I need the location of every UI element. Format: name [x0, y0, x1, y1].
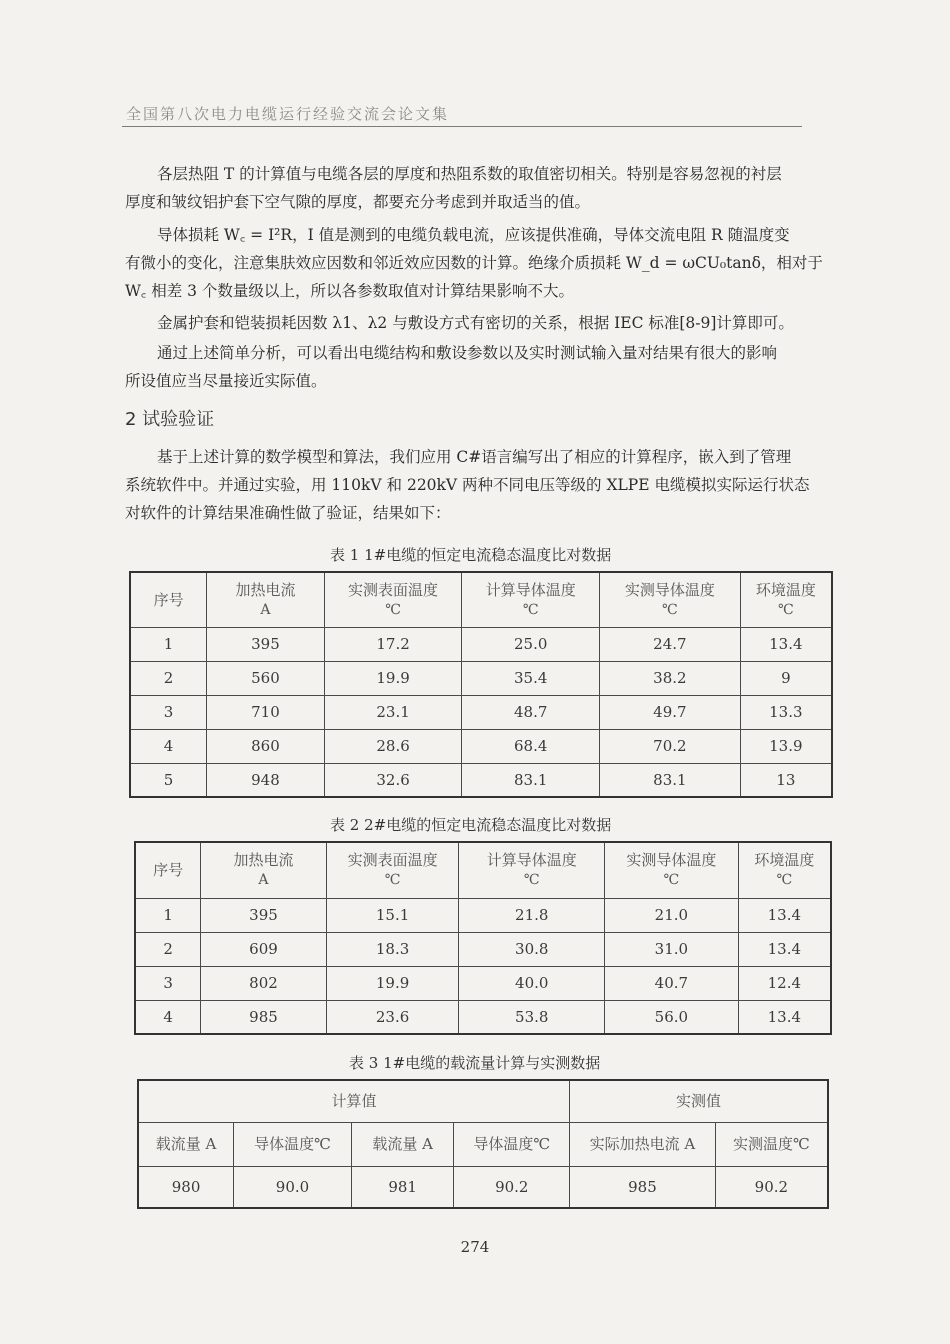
table-cell: 83.1 — [462, 763, 600, 797]
table-cell: 4 — [135, 1000, 201, 1034]
table-cell: 21.0 — [605, 898, 739, 932]
table1-header-cell: 加热电流 A — [207, 572, 325, 627]
table-cell: 40.0 — [459, 966, 605, 1000]
table1-header-row — [130, 572, 832, 627]
paragraph-verification — [125, 443, 837, 527]
table-cell: 3 — [130, 695, 207, 729]
table1-caption: 表 1 1#电缆的恒定电流稳态温度比对数据 — [330, 546, 612, 564]
paragraph-analysis-summary — [125, 339, 837, 395]
table3-header-row — [138, 1122, 828, 1166]
table-row — [135, 1000, 831, 1034]
table-cell: 13.3 — [740, 695, 832, 729]
table-cell: 90.0 — [234, 1166, 352, 1208]
table-row — [135, 898, 831, 932]
table-cell: 49.7 — [600, 695, 741, 729]
table-cell: 4 — [130, 729, 207, 763]
text-line: 系统软件中。并通过实验，用 110kV 和 220kV 两种不同电压等级的 XLPE 电缆模拟实际运行状态 — [125, 476, 810, 494]
table-cell: 38.2 — [600, 661, 741, 695]
table-cell: 12.4 — [738, 966, 831, 1000]
table2-caption: 表 2 2#电缆的恒定电流稳态温度比对数据 — [330, 816, 612, 834]
table-cell: 980 — [138, 1166, 234, 1208]
text-line: 导体损耗 W꜀ = I²R，I 值是测到的电缆负载电流，应该提供准确，导体交流电阻 R 随温度变 — [157, 226, 790, 244]
table1-header-cell: 环境温度 ℃ — [740, 572, 832, 627]
table-cell: 2 — [135, 932, 201, 966]
text-line: 各层热阻 T 的计算值与电缆各层的厚度和热阻系数的取值密切相关。特别是容易忽视的衬层 — [157, 165, 782, 183]
table1-header-cell: 序号 — [130, 572, 207, 627]
table-cell: 68.4 — [462, 729, 600, 763]
table2-header-cell: 实测表面温度 ℃ — [326, 842, 459, 898]
table-cell: 985 — [570, 1166, 716, 1208]
table3-group-row — [138, 1080, 828, 1122]
table-row — [130, 763, 832, 797]
table-row — [138, 1166, 828, 1208]
table2-header-cell: 环境温度 ℃ — [738, 842, 831, 898]
table1-header-cell: 实测表面温度 ℃ — [324, 572, 462, 627]
header-rule — [122, 126, 802, 127]
table-cell: 2 — [130, 661, 207, 695]
table-cell: 48.7 — [462, 695, 600, 729]
text-line: 基于上述计算的数学模型和算法，我们应用 C#语言编写出了相应的计算程序，嵌入到了管理 — [157, 448, 792, 466]
table1-header-cell: 实测导体温度 ℃ — [600, 572, 741, 627]
table-row — [130, 661, 832, 695]
table-cell: 31.0 — [605, 932, 739, 966]
table2-header-cell: 计算导体温度 ℃ — [459, 842, 605, 898]
table-cell: 56.0 — [605, 1000, 739, 1034]
table-cell: 609 — [201, 932, 327, 966]
text-line: 对软件的计算结果准确性做了验证，结果如下： — [125, 504, 451, 522]
table-cell: 70.2 — [600, 729, 741, 763]
table-cell: 83.1 — [600, 763, 741, 797]
table-cell: 1 — [130, 627, 207, 661]
table-cell: 17.2 — [324, 627, 462, 661]
table-cell: 981 — [351, 1166, 454, 1208]
text-line: 金属护套和铠装损耗因数 λ1、λ2 与敷设方式有密切的关系，根据 IEC 标准[8-9]计算即可。 — [157, 314, 794, 332]
table-cell: 13 — [740, 763, 832, 797]
table-cell: 395 — [207, 627, 325, 661]
table3-group-measured: 实测值 — [570, 1080, 828, 1122]
paragraph-conductor-loss — [125, 221, 837, 305]
table-row — [130, 627, 832, 661]
table2-header-cell: 加热电流 A — [201, 842, 327, 898]
table-row — [130, 695, 832, 729]
table-cell: 30.8 — [459, 932, 605, 966]
table3-header-cell: 实测温度℃ — [715, 1122, 828, 1166]
text-line: 厚度和皱纹铝护套下空气隙的厚度，都要充分考虑到并取适当的值。 — [125, 193, 591, 211]
text-line: 有微小的变化，注意集肤效应因数和邻近效应因数的计算。绝缘介质损耗 W_d = ωCU₀tanδ，相对于 — [125, 254, 823, 272]
table-cell: 90.2 — [715, 1166, 828, 1208]
table-cell: 13.9 — [740, 729, 832, 763]
table-cell: 35.4 — [462, 661, 600, 695]
table-cell: 13.4 — [738, 932, 831, 966]
table-cell: 24.7 — [600, 627, 741, 661]
table-cell: 28.6 — [324, 729, 462, 763]
table-row — [130, 729, 832, 763]
table2-header-row — [135, 842, 831, 898]
table2-header-cell: 序号 — [135, 842, 201, 898]
table-cell: 32.6 — [324, 763, 462, 797]
table-cell: 25.0 — [462, 627, 600, 661]
table-cell: 9 — [740, 661, 832, 695]
text-line: W꜀ 相差 3 个数量级以上，所以各参数取值对计算结果影响不大。 — [125, 282, 574, 300]
text-line: 所设值应当尽量接近实际值。 — [125, 372, 327, 390]
table-row — [135, 966, 831, 1000]
paragraph-thermal-resistance — [125, 160, 837, 216]
table3-group-calculated: 计算值 — [138, 1080, 570, 1122]
table3 — [137, 1079, 829, 1209]
running-head: 全国第八次电力电缆运行经验交流会论文集 — [126, 105, 450, 123]
page-number: 274 — [460, 1238, 490, 1256]
table-cell: 90.2 — [454, 1166, 570, 1208]
text-line: 通过上述简单分析，可以看出电缆结构和敷设参数以及实时测试输入量对结果有很大的影响 — [157, 344, 778, 362]
table3-caption: 表 3 1#电缆的载流量计算与实测数据 — [349, 1054, 601, 1072]
table-cell: 948 — [207, 763, 325, 797]
table-row — [135, 932, 831, 966]
table-cell: 5 — [130, 763, 207, 797]
table-cell: 395 — [201, 898, 327, 932]
table3-header-cell: 导体温度℃ — [454, 1122, 570, 1166]
table-cell: 985 — [201, 1000, 327, 1034]
table-cell: 860 — [207, 729, 325, 763]
table-cell: 21.8 — [459, 898, 605, 932]
table-cell: 3 — [135, 966, 201, 1000]
table3-header-cell: 实际加热电流 A — [570, 1122, 716, 1166]
table-cell: 23.6 — [326, 1000, 459, 1034]
section-title: 2 试验验证 — [125, 409, 215, 430]
table3-header-cell: 导体温度℃ — [234, 1122, 352, 1166]
table-cell: 40.7 — [605, 966, 739, 1000]
table1-header-cell: 计算导体温度 ℃ — [462, 572, 600, 627]
table-cell: 15.1 — [326, 898, 459, 932]
table-cell: 19.9 — [324, 661, 462, 695]
table-cell: 18.3 — [326, 932, 459, 966]
paragraph-sheath-loss — [125, 309, 837, 337]
table-cell: 13.4 — [738, 898, 831, 932]
table-cell: 710 — [207, 695, 325, 729]
table-cell: 13.4 — [738, 1000, 831, 1034]
table3-header-cell: 载流量 A — [138, 1122, 234, 1166]
table2-header-cell: 实测导体温度 ℃ — [605, 842, 739, 898]
table-cell: 1 — [135, 898, 201, 932]
table1 — [129, 571, 833, 798]
table-cell: 19.9 — [326, 966, 459, 1000]
table3-header-cell: 载流量 A — [351, 1122, 454, 1166]
table-cell: 13.4 — [740, 627, 832, 661]
table2 — [134, 841, 832, 1035]
table-cell: 23.1 — [324, 695, 462, 729]
table-cell: 560 — [207, 661, 325, 695]
table-cell: 802 — [201, 966, 327, 1000]
table-cell: 53.8 — [459, 1000, 605, 1034]
